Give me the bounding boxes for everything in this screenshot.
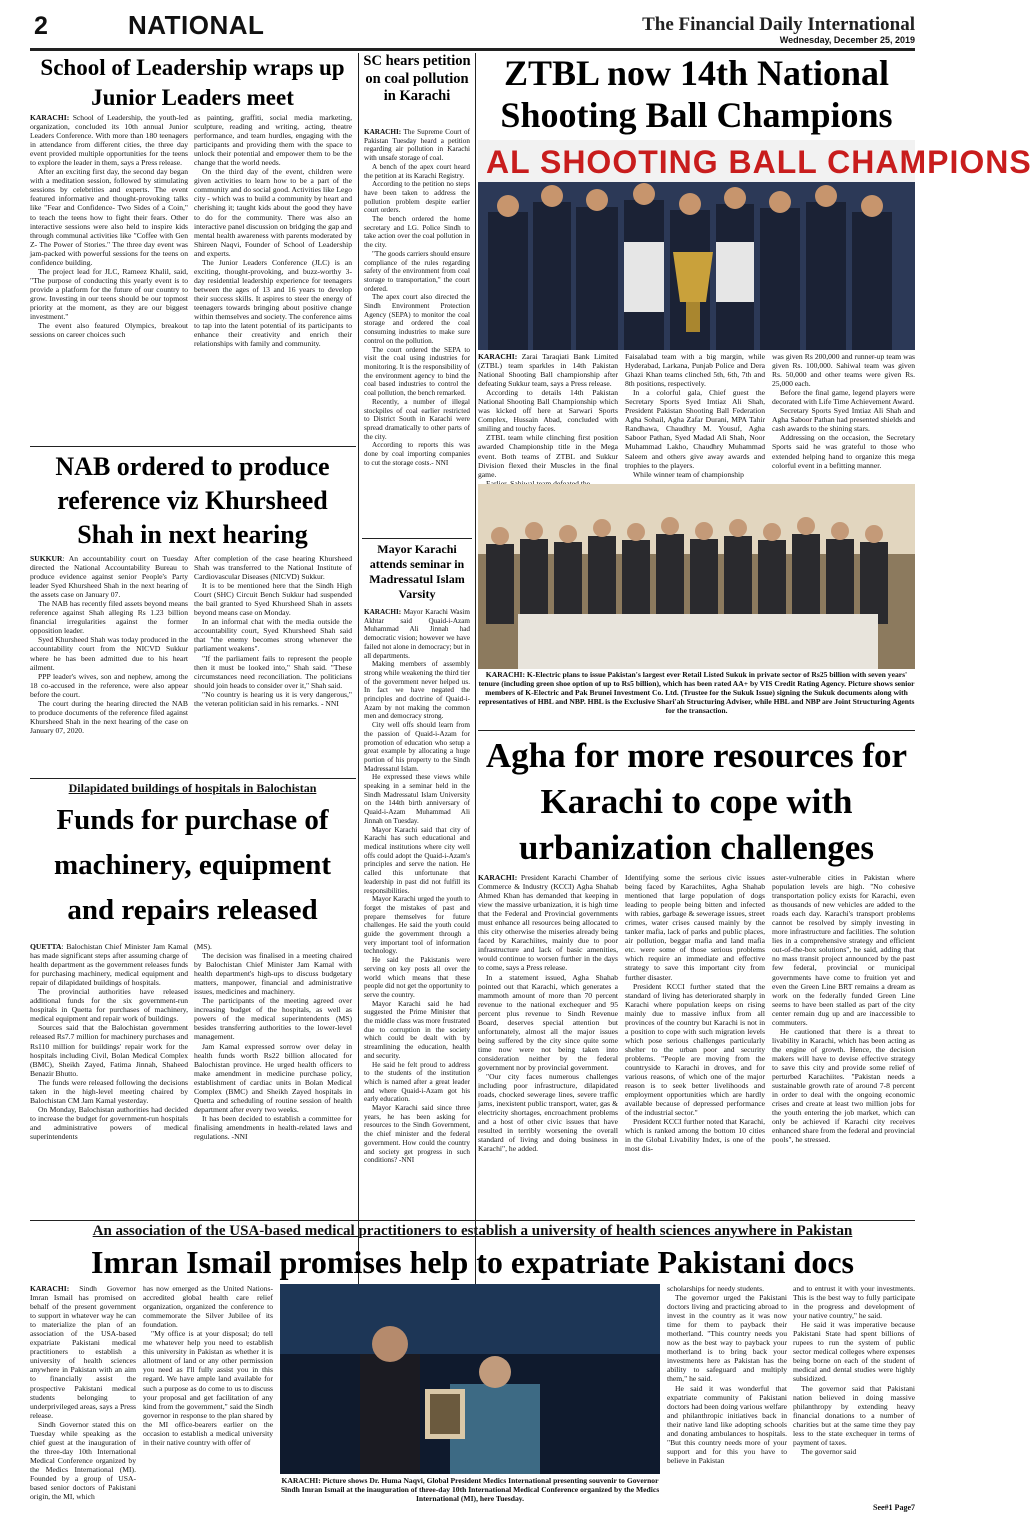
story-mayor-body: KARACHI: Mayor Karachi Wasim Akhtar said Quaid-i-Azam Muhammad Ali Jinnah had democratic vision; however we have failed not alone in democracy; but in all departments. Making members of assembly strong while weakening the third tier of the government never helped us. In fact we have negated the principles and doctrine of Quaid-i-Azam by not making the common men and democracy strong. City well offs should learn from the passion of Quaid-i-Azam for promotion of education who setup a great example by allocating a huge portion of his property to the Sindh Madressatul Islam. He expressed these views while speaking in a seminar held in the Sindh Madressatul Islam University on the 144th birth anniversary of Quaid-i-Azam Muhammad Ali Jinnah on Tuesday. Mayor Karachi said that city of Karachi has such educational and medical institutions where city well offs could adopt the Quaid-i-Azam's principles and serve the nation. He called this unfortunate that leadership in past did not fulfill its responsibilities. Mayor Karachi urged the youth to forget the mistakes of past and prepare themselves for future challenges. He said the youth could guide the government through a very important tool of information technology. He said the Pakistanis were serving on key posts all over the world which means that these people did not get the opportunity to serve the country. Mayor Karachi said he had suggested the Prime Minister that the middle class was more frustrated due to corruption in the society which could be dealt with by streamlining the education, health and security. He said he felt proud to address to the students of the institution which is named after a great leader and where Quaid-i-Azam got his early education. Mayor Karachi said since three years, he has been asking for resources to the Sindh Government, the chief minister and the federal government. How could the country and society get progress in such conditions? -NNI [364,608,470,1165]
headline-nab-khursheed: NAB ordered to produce reference viz Khursheed Shah in next hearing [55,452,330,549]
page-number: 2 [34,12,48,40]
headline-sc-coal-pollution: SC hears petition on coal pollution in Karachi [363,53,471,104]
photo-imran-ismail-souvenir [280,1284,660,1474]
story-nab-col-2: After completion of the case hearing Khursheed Shah was transferred to the National Institute of Cardiovascular Diseases (NICVD) Sukkur. It is to be mentioned here that the Sindh High Court (SHC) Circuit Bench Sukkur had suspended the bail granted to Syed Khursheed Shah in assets beyond means case on Monday. In an informal chat with the media outside the accountability court, Syed Khursheed Shah said that "the enemy becomes strong whenever the parliament weakens". "If the parliament fails to represent the people then it must be looked into," Shah said. "These circumstances need reconciliation. The politicians should join heads to consider over it," Shah said. "No country is hearing us it is very dangerous," the veteran politician said in his remarks. - NNI [194,554,352,708]
headline-agha-resources: Agha for more resources for Karachi to cope with urbanization challenges [485,736,908,867]
story-imran-col-1: KARACHI: Sindh Governor Imran Ismail has promised on behalf of the present government to support in whatever way he can to materialize the plan of an association of the USA-based expatriate Pakistani medical practitioners to establish a university of health sciences anywhere in Pakistan with an aim to financially assist the prospective Pakistani medical students belonging to underprivileged areas, says a Press release. Sindh Governor stated this on Tuesday while speaking as the chief guest at the inauguration of the three-day 10th International Medical Conference organized by the Medics International (MI). Founded by a group of USA-based senior doctors of Pakistani origin, the MI, which [30,1284,136,1502]
divider [478,730,915,731]
story-school-col-2: as painting, graffiti, social media marketing, sculpture, reading and writing, acting, theatre performance, and team hurdles, engaging with the participants and providing them with the space to unlock their potential and empower them to be the change that the world needs. On the third day of the event, children were given activities to learn how to be a part of the community and do social good. Activities like Lego city - which was to build a community by heart and cherishing it; taught kids about the good they have to do for the community. There was also an interactive panel discussion on bridging the gap and mental health awareness with parents moderated by Shireen Naqvi, Founder of School of Leadership and experts. The Junior Leaders Conference (JLC) is an exciting, thought-provoking, and buzz-worthy 3-day residential leadership experience for teenagers between the ages of 13 and 16 years to develop their success skills. It aspires to steer the energy of teenagers towards bringing about positive change within themselves and society. The conference aims to tap into the latent potential of its participants to enhance their creativity and enrich their relationships with family and community. [194,113,352,349]
kicker-balochistan: Dilapidated buildings of hospitals in Balochistan [68,781,317,795]
story-school-col-1: KARACHI: School of Leadership, the youth-led organization, concluded its 10th annual Junior Leaders Conference. With more than 180 teenagers in attendance from different cities, the three day event provided multiple opportunities for the teens to explore the leader in them, says a Press release. After an exciting first day, the second day began with a meditation session, followed by stimulating sessions by celebrities and experts. The event featured informative and thought-provoking talks like "Fear and Confidence- Two Sides of a Coin," to teach the teens how to fight their fears. Other interactive sessions were also held to inspire kids through communal activities like "Coffee with Gen Z- The Power of Stories." The three day event was jam-packed with powerful sessions for the teens on confidence building. The project lead for JLC, Rameez Khalil, said, "The purpose of conducting this yearly event is to provide a platform for the future of our country to grow. Investing in our teens should be our topmost priority at the moment, as they are our biggest investment." The event also featured Olympics, breakout sessions on career choices such [30,113,188,340]
story-agha-col-2: Identifying some the serious civic issues being faced by Karachiites, Agha Shahab mentioned that large population of dogs leading to people being bitten and infected with rabies, garbage & sewerage issues, street crimes, water crises caused mainly by the tanker mafia, lack of parks and public places, air pollution, beggar mafia and land mafia etc. were some of those serious problems which require an immediate and effective strategy to save this important city from further disaster. President KCCI further stated that the standard of living has deteriorated sharply in Karachi where population keeps on rising mainly due to massive influx from all provinces of the country but Karachi is not in a position to cope with such migration levels which pose serious challenges particularly shelter to the urban poor and security problems. "People are moving from the countryside to Karachi in droves, and for various reasons, of which one of the major reason is to seek better livelihoods and employment opportunities which are hardly available because of depressed performance of the industrial sector." President KCCI further noted that Karachi, which is ranked among the bottom 10 cities in the Global Livability Index, is one of the most dis- [625,873,765,1154]
headline-school-of-leadership: School of Leadership wraps up Junior Leaders meet [40,55,345,110]
story-sc-coal-body: KARACHI: The Supreme Court of Pakistan Tuesday heard a petition regarding air pollution in Karachi with unsafe storage of coal. A bench of the apex court heard the petition at its Karachi Registry. According to the petition no steps have been taken to address the pollution problem despite earlier court orders. The bench ordered the home secretary and I.G. Police Sindh to take action over the coal pollution in the city. "The goods carriers should ensure compliance of the rules regarding safety of the environment from coal storage to transportation," the court ordered. The apex court also directed the Sindh Environment Protection Agency (SEPA) to monitor the coal storage and ordered the coal consuming industries to make sure control on the pollution. The court ordered the SEPA to visit the coal using industries for monitoring. It is the responsibility of the environment agency to bind the coal based industries to control the coal pollution, the bench remarked. Recently, a number of illegal stockpiles of coal earlier restricted to District South in Karachi were spread dramatically to other parts of the city. According to reports this was done by coal importing companies to cut the storage costs.- NNI [364,128,470,467]
divider [30,1220,915,1221]
divider [30,778,356,779]
headline-ztbl: ZTBL now 14th National Shooting Ball Champions [500,53,893,135]
story-ztbl-col-1: KARACHI: Zarai Taraqiati Bank Limited (ZTBL) team sparkles in 14th Pakistan National Shooting Ball championship after defeating Sukkur team, says a Press release. According to details 14th Pakistan National Shooting Ball Championship which was kicked off here at Sarwari Sports Complex, Hussain Abad, concluded with smiling and touchy faces. ZTBL team while clinching first position awarded Championship title in the Mega event. Both teams of ZTBL and Sukkur Division flexed their Muscles in the final game. [478,352,618,479]
issue-date: Wednesday, December 25, 2019 [779,35,915,45]
story-agha-col-1: KARACHI: President Karachi Chamber of Commerce & Industry (KCCI) Agha Shahab Ahmed Khan has demanded that keeping in view the massive urbanization, it is high time that the Federal and Provincial governments must enhance all resources being allocated to this city otherwise the miseries already being faced by Karachiites, mainly due to poor infrastructure and lack of basic amenities, would continue to worsen further in the days to come, says a Press release. In a statement issued, Agha Shahab pointed out that Karachi, which generates a mammoth amount of more than 70 percent revenue to the national exchequer and 95 percent plus revenue to Sindh Revenue Board, deserves special attention but unfortunately, almost all the major issues being suffered by the city since quite some time now were not being taken into consideration neither by the federal government nor by provincial government. "Our city faces numerous challenges including poor infrastructure, dilapidated roads, chocked sewerage lines, severe traffic jams, inexistent public transport, water, gas & electricity shortages, encroachment problems and a host of other civic issues that have resulted in terribly worsening the overall standard of living and doing business in Karachi", he added. [478,873,618,1154]
kicker-imran-ismail: An association of the USA-based medical practitioners to establish a university of health sciences anywhere in Pakistan [92,1223,853,1239]
story-nab-col-1: SUKKUR: An accountability court on Tuesday directed the National Accountability Bureau to produce evidence against senior People's Party leader Syed Khursheed Shah in the next hearing of the assets case on January 07. The NAB has recently filed assets beyond means reference against Shah alleging Rs 1.23 billion financial irregularities against the former opposition leader. Syed Khursheed Shah was today produced in the accountability court from the NICVD Sukkur where he has been admitted due to his heart ailment. PPP leader's wives, son and nephew, among the 18 co-accused in the reference, were also appear before the court. The court during the hearing directed the NAB to produce documents of the reference filed against Khursheed Shah in the next hearing of the case on January 07, 2020. [30,554,188,735]
story-imran-col-2: has now emerged as the United Nations-accredited global health care relief organization, organized the conference to commemorate the Silver Jubilee of its foundation. "My office is at your disposal; do tell me whatever help you need to establish this university in Pakistan as whether it is allotment of land or any other permission you need as I'll fully assist you in this regard. We have ample land available for such a purpose as do come to us to discuss your proposal and get facilitation of any kind from the government," said the Sindh governor in response to the plan shared by the MI office-bearers earlier on the occasion to establish a medical university in their native country with offer of [143,1284,273,1447]
continued-marker: See#1 Page7 [873,1503,915,1512]
headline-mayor-karachi: Mayor Karachi attends seminar in Madressatul Islam Varsity [369,542,465,601]
crowd [478,182,915,350]
story-imran-col-4: and to entrust it with your investments. This is the best way to fully participate in the progress and development of your native country," he said. He said it was imperative because Pakistani State had spent billions of rupees to run the system of public sector medical colleges where expenses being borne on each of the student of medical and dental studies were highly subsidized. The governor said that Pakistani nation believed in doing massive philanthropy by extending heavy financial donations to a number of charities but at the same time they pay less to the state exchequer in terms of payment of taxes. The governor said [793,1284,915,1456]
paper-name: The Financial Daily International [642,14,915,35]
headline-imran-ismail: Imran Ismail promises help to expatriate Pakistani docs [91,1244,854,1280]
story-balochistan-col-1: QUETTA: Balochistan Chief Minister Jam Kamal has made significant steps after assuming charge of health department as the government releases funds for purchasing machinery, medical equipment and repair of dilapidated buildings of hospitals. The provincial authorities have released additional funds for the six government-run hospitals in Quetta for purchases of machinery, medical equipment and repair work of buildings. Sources said that the Balochistan government released Rs7.7 million for machinery purchases and Rs110 million for buildings' repair work for the hospitals including Civil, Bolan Medical Complex (BMC), Sheikh Zayed, Fatima Jinnah, Shaheed Benazir Bhutto. The funds were released following the decisions taken in the high-level meeting chaired by Balochistan CM Jam Kamal yesterday. On Monday, Balochistan authorities had decided to increase the budget for government-run hospitals and administrative powers of medical superintendents [30,942,188,1141]
story-ztbl-col-2: Faisalabad team with a big margin, while Hyderabad, Larkana, Punjab Police and Dera Ghazi Khan teams clinched 5th, 6th, 7th and 8th positions, respectively. In a colorful gala, Chief guest the Secretary Sports Syed Imtiaz Ali Shah, President Pakistan Shooting Ball Federation Agha Sohail, Agha Zafar Durani, MPA Tahir Randhawa, Chaudhry M. Yousuf, Agha Saboor Pathan, Syed Madad Ali Shah, Noor Muhammad Lakho, Chaudhry Muhammad Saleem and others give away awards and trophies to the players. While winner team of championship [625,352,765,479]
caption-k-electric: KARACHI: K-Electric plans to issue Pakistan's largest ever Retail Listed Sukuk in private sector of Rs25 billion with seven years' tenure (including green shoe option of up to Rs5 billion), which has been rated AA+ by VIS Credit Rating Agency. Picture shows senior members of K-Electric and Pak Brunei Investment Co. Ltd. (Trustee for the Sukuk Issue) signing the Sukuk documents along with representatives of HBL and NBP. HBL is the Exclusive Shari'ah Structuring Adviser, while HBL and NBP are Joint Structuring Agents for the transaction. [478,670,915,715]
divider [30,446,356,447]
headline-balochistan-funds: Funds for purchase of machinery, equipment and repairs released [53,804,332,926]
section-title: NATIONAL [128,10,265,40]
caption-imran-ismail: KARACHI: Picture shows Dr. Huma Naqvi, Global President Medics International presenting souvenir to Governor Sindh Imran Ismail at the inauguration of three-day 10th International Medical Conference organized by the Medics International (MI), here Tuesday. [280,1476,660,1503]
masthead [0,0,945,52]
story-agha-col-3: aster-vulnerable cities in Pakistan where population levels are high. "No cohesive transportation policy exists for Karachi, even as thousands of new vehicles are added to the roads each day. Karachi's transport problems cannot be resolved by simply investing in more infrastructure and facilities. The solution lies in a comprehensive strategy and efficient out-of-the-box solutions", he said, adding that no mass transit project announced by the past few federal, provincial or municipal governments have come to fruition yet and even the Green Line BRT remains a dream as work on the federally funded Green Line seems to have been stalled as part of the city center remain dug up and are inaccessible to commuters. He cautioned that there is a threat to livability in Karachi, which has been acting as the engine of growth. Hence, the decision makers will have to devise effective strategy to save this city and provide some relief of perturbed Karachiites. "Pakistan needs a sustainable growth rate of around 7-8 percent in order to deal with the ongoing economic crises and create at least two million jobs for the youth entering the job market, which can only be achieved if Karachi city receives enhanced share from the federal and provincial pools", he stressed. [772,873,915,1145]
story-balochistan-col-2: (MS). The decision was finalised in a meeting chaired by Balochistan Chief Minister Jam Kamal with health department's high-ups to discuss budgetary matters, manpower, financial and administrative issues, medicines and machinery. The participants of the meeting agreed over increasing budget of the hospitals, as well as powers of the medical superintendents (MS) besides transferring authorities to the lower-level management. Jam Kamal expressed sorrow over delay in health funds worth Rs22 billion allocated for Balochistan province. He urged health officers to make amendment in medicine purchase policy, establishment of cardiac units in Bolan Medical Complex (BMC) and Sheikh Zayed hospitals in Quetta and scheduling of routine session of health department after every two weeks. It has been decided to establish a committee for finalising amendments in health-related laws and regulations. -NNI [194,942,352,1141]
photo-banner [478,140,1032,182]
divider [362,538,472,539]
photo-ztbl-trophy [478,140,1032,350]
photo-k-electric-sukuk [478,484,915,669]
story-ztbl-col-3: was given Rs 200,000 and runner-up team was given Rs. 100,000. Sahiwal team was given Rs. 50,000 and other teams were given Rs. 25,000 each. Before the final game, legend players were decorated with Life Time Achievement Award. Secretary Sports Syed Imtiaz Ali Shah and Agha Saboor Pathan had presented shields and cash awards to the shining stars. Addressing on the occasion, the Secretary Sports said he was grateful to those who extended helping hand to organize this mega colorful event in a befitting manner. [772,352,915,470]
banner-text: AL SHOOTING BALL CHAMPIONS [486,144,1032,180]
story-imran-col-3: scholarships for needy students. The governor urged the Pakistani doctors living and practicing abroad to invest in the country as it was now time for them to payback their motherland. "This country needs you now as the best way to payback your motherland is to bring back your investments here as Pakistan has the ability to safeguard and multiply them," he said. He said it was wonderful that expatriate community of Pakistani doctors had been doing various welfare and philanthropic initiatives back in their native land like adopting schools and donating ambulances to hospitals. "But this country needs more of your support and for this you have to believe in Pakistan [667,1284,787,1465]
masthead-rule [30,48,915,51]
